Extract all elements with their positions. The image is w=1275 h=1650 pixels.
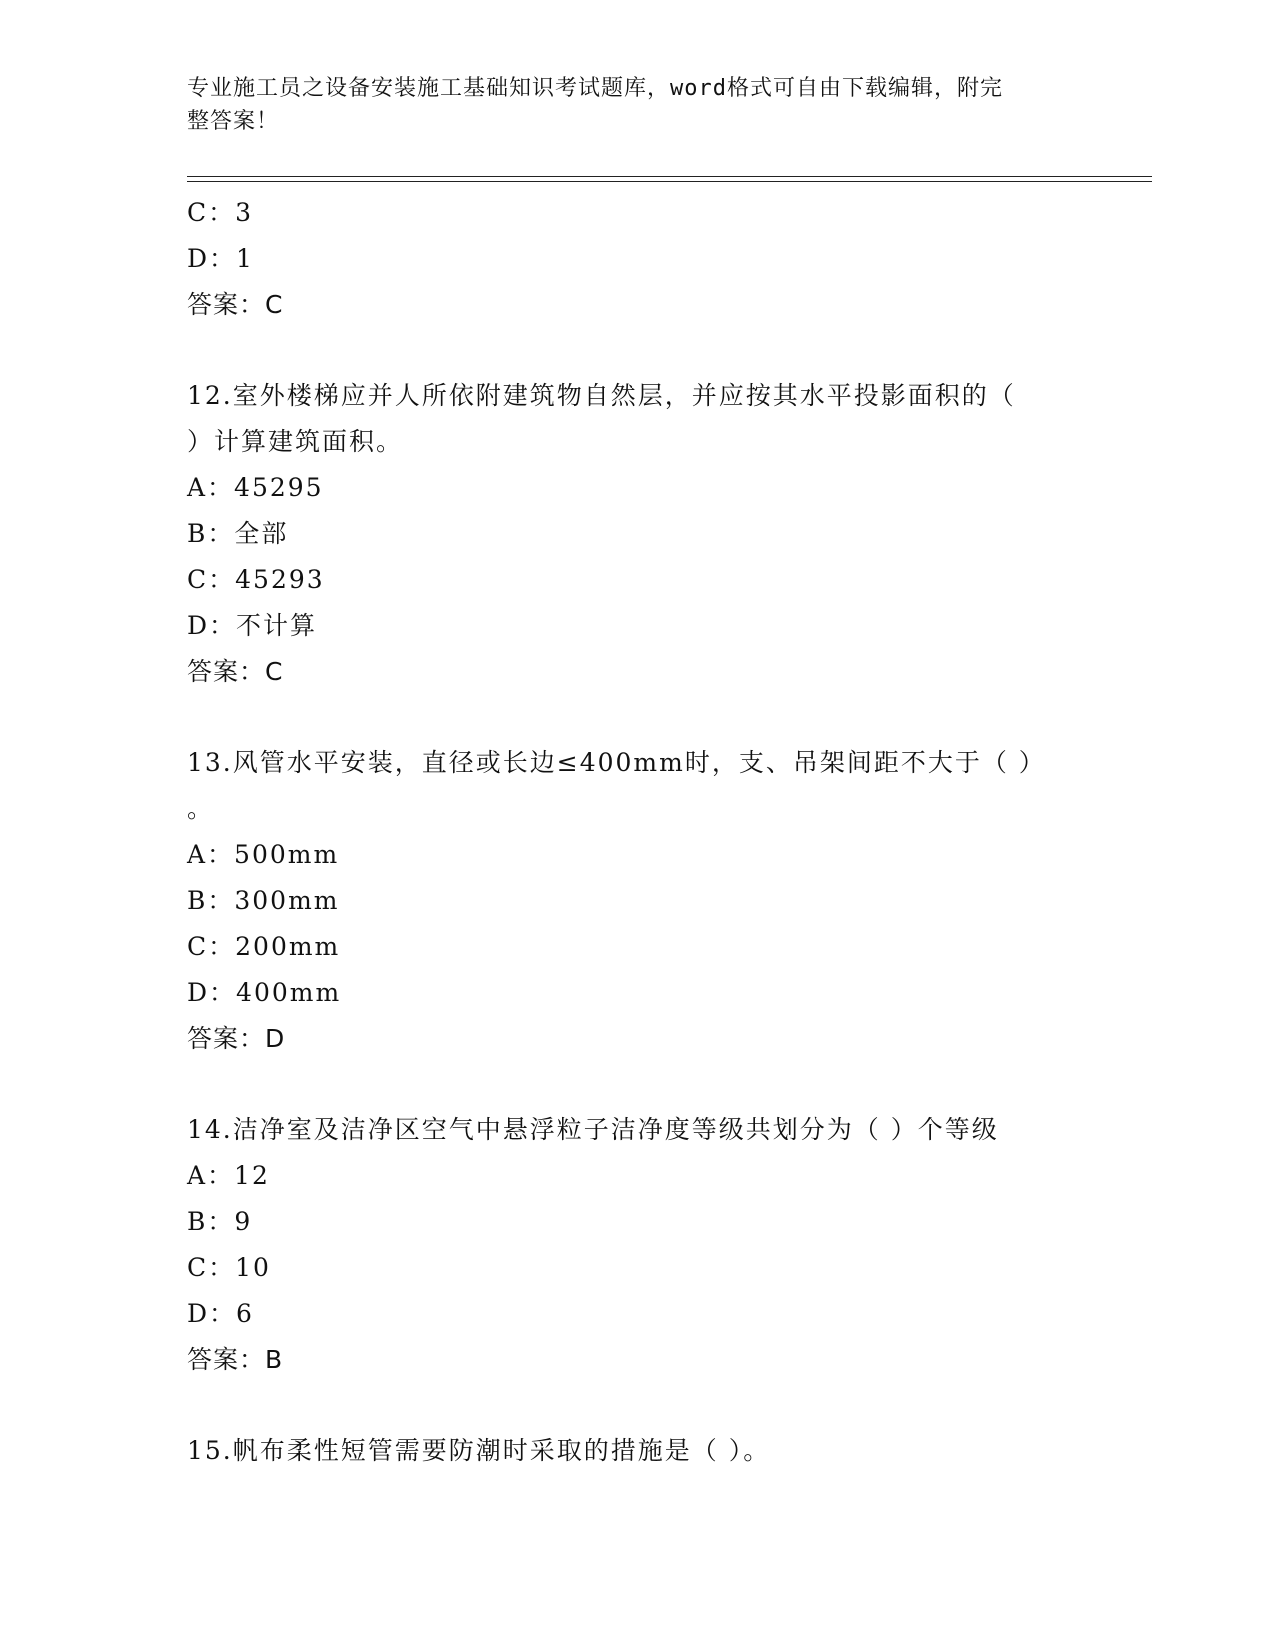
answer-line: 答案：C: [187, 657, 284, 686]
answer-line: 答案：C: [187, 290, 284, 319]
option-c: C：200mm: [187, 932, 341, 961]
document-header: [187, 72, 1067, 138]
option-d: D：1: [187, 244, 254, 273]
spacer: [187, 695, 1087, 740]
question-14: [187, 1107, 1087, 1383]
spacer: [187, 1062, 1087, 1107]
answer-line: 答案：B: [187, 1345, 284, 1374]
question-11-tail: [187, 190, 1087, 328]
header-line-1: 专业施工员之设备安装施工基础知识考试题库，word格式可自由下载编辑，附完: [187, 76, 1003, 101]
option-b: B：9: [187, 1207, 253, 1236]
question-stem: 15.帆布柔性短管需要防潮时采取的措施是（ ）。: [187, 1436, 771, 1465]
option-c: C：3: [187, 198, 254, 227]
question-15: [187, 1428, 1087, 1474]
header-divider-bottom: [187, 181, 1152, 182]
option-b: B：全部: [187, 519, 289, 548]
question-list: [187, 190, 1087, 1474]
spacer: [187, 1383, 1087, 1428]
question-stem: 12.室外楼梯应并人所依附建筑物自然层，并应按其水平投影面积的（: [187, 381, 1016, 410]
option-a: A：500mm: [187, 840, 340, 869]
option-d: D：400mm: [187, 978, 342, 1007]
question-stem: 13.风管水平安装，直径或长边≤400mm时，支、吊架间距不大于（ ）: [187, 748, 1046, 777]
option-a: A：45295: [187, 473, 324, 502]
question-stem-continued: ）计算建筑面积。: [187, 427, 404, 456]
question-stem: 14.洁净室及洁净区空气中悬浮粒子洁净度等级共划分为（ ）个等级: [187, 1115, 999, 1144]
option-b: B：300mm: [187, 886, 340, 915]
option-c: C：10: [187, 1253, 271, 1282]
header-divider-top: [187, 176, 1152, 177]
question-13: [187, 740, 1087, 1062]
spacer: [187, 328, 1087, 373]
header-line-2: 整答案！: [187, 109, 280, 134]
option-c: C：45293: [187, 565, 325, 594]
question-12: [187, 373, 1087, 695]
option-a: A：12: [187, 1161, 270, 1190]
question-stem-continued: 。: [187, 794, 215, 823]
answer-line: 答案：D: [187, 1024, 286, 1053]
option-d: D：6: [187, 1299, 254, 1328]
option-d: D：不计算: [187, 611, 318, 640]
